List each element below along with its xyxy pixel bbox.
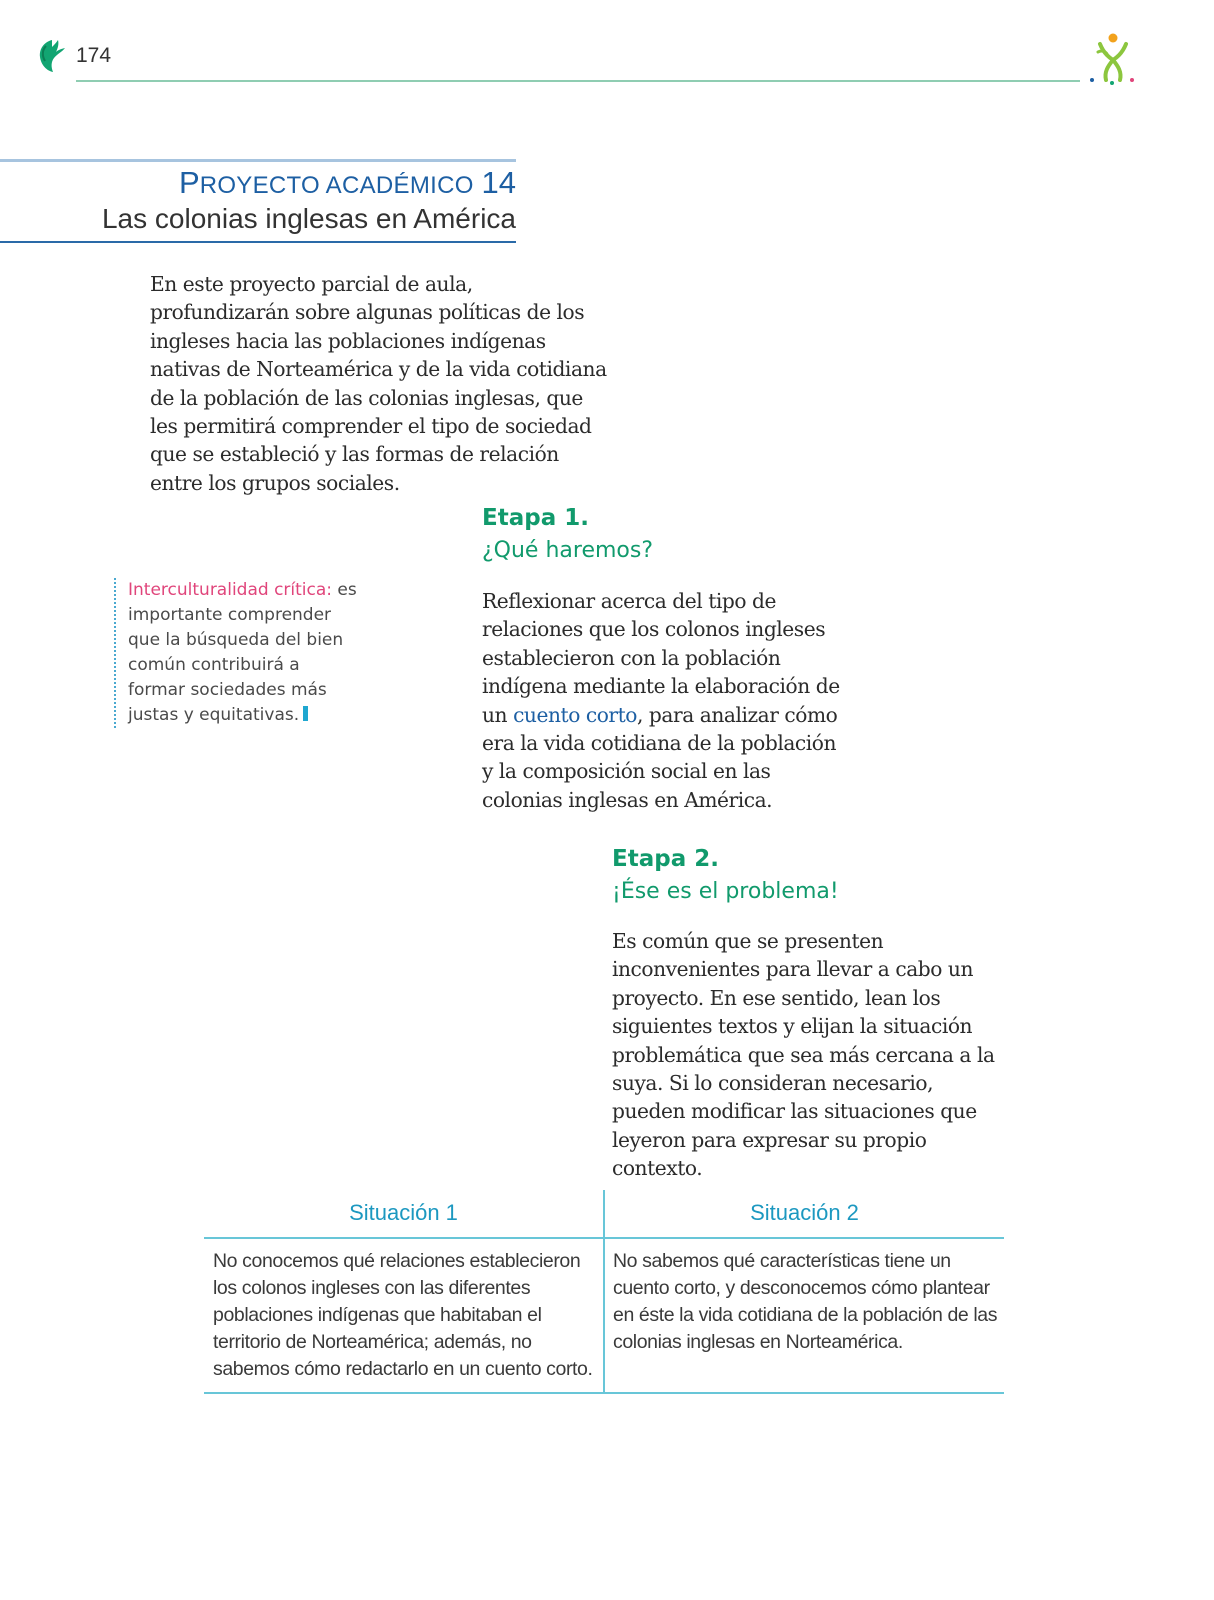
situation-1-title: Situación 1 [349, 1200, 458, 1225]
table-header-rule [204, 1237, 1004, 1239]
situation-2-title: Situación 2 [750, 1200, 859, 1225]
etapa1-question: ¿Qué haremos? [482, 538, 654, 563]
etapa1-number: Etapa 1. [482, 505, 589, 531]
situation-1-text: No conocemos qué relaciones establecieron los colonos ingleses con las diferentes poblaciones indígenas que habitaban el territorio de Norteamérica; además, no sabemos cómo redactarlo en un cuento corto. [213, 1250, 593, 1380]
project-title: Las colonias inglesas en América [101, 203, 516, 234]
figure-logo-icon [1086, 30, 1140, 86]
end-mark-icon [303, 706, 308, 721]
sidebar-keyword: Interculturalidad crítica: [128, 580, 333, 600]
sidebar-text: es importante comprender que la búsqueda del bien común contribuirá a formar sociedades más justas y equitativas. [128, 580, 357, 725]
leaf-icon [36, 38, 68, 74]
title-rule-bottom [0, 241, 516, 243]
intro-paragraph: En este proyecto parcial de aula, profundizarán sobre algunas políticas de los ingleses hacia las poblaciones indígenas nativas de Norteamérica y de la vida cotidiana de la población de las colonias inglesas, que les permitirá comprender el tipo de sociedad que se estableció y las formas de relación entre los grupos sociales. [150, 272, 607, 495]
etapa1-body: Reflexionar acerca del tipo de relaciones que los colonos ingleses establecieron con la población indígena mediante la elaboración de un cuento corto, para analizar cómo era la vida cotidiana de la población y la composición social en las colonias inglesas en América. [482, 589, 840, 812]
cuento-corto-term: cuento corto [513, 702, 637, 727]
etapa2-body: Es común que se presenten inconvenientes para llevar a cabo un proyecto. En ese sentido, lean los siguientes textos y elijan la situación problemática que sea más cercana a la suya. Si lo consideran necesario, pueden modificar las situaciones que leyeron para expresar su propio contexto. [612, 929, 995, 1181]
sidebar-note [114, 578, 358, 728]
table-bottom-rule [204, 1392, 1004, 1394]
situations-table [204, 1190, 1004, 1394]
title-rule-top [0, 159, 516, 162]
project-kicker: PROYECTO ACADÉMICO 14 [179, 165, 516, 200]
etapa2-number: Etapa 2. [612, 846, 719, 872]
etapa2-question: ¡Ése es el problema! [612, 879, 839, 904]
header-rule [76, 80, 1080, 82]
situation-2-text: No sabemos qué características tiene un cuento corto, y desconocemos cómo plantear en éste la vida cotidiana de la población de las colonias inglesas en Norteamérica. [613, 1250, 998, 1353]
page-number: 174 [76, 44, 112, 67]
